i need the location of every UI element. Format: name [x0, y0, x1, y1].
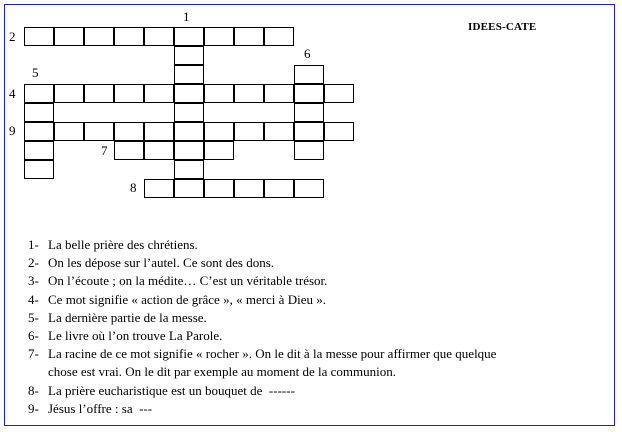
crossword-cell[interactable]	[294, 141, 324, 160]
crossword-cell[interactable]	[84, 122, 114, 141]
crossword-cell[interactable]	[174, 103, 204, 122]
clue-item	[28, 345, 613, 381]
grid-number-1: 1	[183, 9, 190, 24]
clue-number: 8-	[28, 382, 39, 398]
crossword-cell[interactable]	[204, 141, 234, 160]
grid-number-4: 4	[9, 86, 16, 101]
grid-number-8: 8	[130, 180, 137, 195]
grid-number-7: 7	[101, 143, 108, 158]
crossword-cell[interactable]	[174, 141, 204, 160]
crossword-cell[interactable]	[174, 122, 204, 141]
crossword-cell[interactable]	[144, 141, 174, 160]
crossword-cell[interactable]	[294, 103, 324, 122]
crossword-cell[interactable]	[234, 27, 264, 46]
grid-number-2: 2	[9, 29, 16, 44]
clue-text: La prière eucharistique est un bouquet de ------	[48, 382, 295, 398]
clue-number: 1-	[28, 237, 39, 252]
crossword-cell[interactable]	[174, 160, 204, 179]
crossword-cell[interactable]	[144, 27, 174, 46]
crossword-cell[interactable]	[24, 84, 54, 103]
crossword-cell[interactable]	[264, 179, 294, 198]
grid-number-6: 6	[304, 46, 311, 61]
crossword-cell[interactable]	[264, 27, 294, 46]
clue-item	[28, 291, 613, 309]
crossword-cell[interactable]	[54, 122, 84, 141]
crossword-cell[interactable]	[24, 27, 54, 46]
grid-number-5: 5	[32, 65, 39, 80]
crossword-cell[interactable]	[234, 84, 264, 103]
crossword-cell[interactable]	[174, 65, 204, 84]
clue-text: Le livre où l’on trouve La Parole.	[48, 328, 223, 344]
crossword-cell[interactable]	[234, 179, 264, 198]
crossword-cell[interactable]	[174, 46, 204, 65]
crossword-cell[interactable]	[114, 27, 144, 46]
clue-text: La racine de ce mot signifie « rocher ». On le dit à la messe pour affirmer que quelque chose est vrai. On le dit par exemple au moment de la communion.	[48, 346, 497, 380]
crossword-cell[interactable]	[294, 179, 324, 198]
clue-list	[28, 236, 613, 418]
clue-item	[28, 254, 613, 272]
crossword-cell[interactable]	[204, 27, 234, 46]
crossword-cell[interactable]	[84, 27, 114, 46]
crossword-cell[interactable]	[264, 84, 294, 103]
clue-text: La dernière partie de la messe.	[48, 309, 207, 325]
crossword-cell[interactable]	[324, 84, 354, 103]
grid-number-9: 9	[9, 123, 16, 138]
clue-number: 5-	[28, 309, 39, 325]
clue-item	[28, 400, 613, 418]
crossword-cell[interactable]	[204, 84, 234, 103]
clue-text: La belle prière des chrétiens.	[48, 237, 198, 252]
crossword-cell[interactable]	[24, 103, 54, 122]
clue-number: 7-	[28, 346, 39, 362]
crossword-cell[interactable]	[174, 27, 204, 46]
clue-text: Ce mot signifie « action de grâce », « merci à Dieu ».	[48, 291, 326, 307]
crossword-cell[interactable]	[114, 84, 144, 103]
page-title: IDEES-CATE	[468, 21, 537, 33]
crossword-cell[interactable]	[294, 84, 324, 103]
crossword-cell[interactable]	[24, 141, 54, 160]
clue-number: 4-	[28, 291, 39, 307]
clue-item	[28, 272, 613, 290]
crossword-cell[interactable]	[114, 122, 144, 141]
crossword-cell[interactable]	[144, 179, 174, 198]
crossword-cell[interactable]	[204, 122, 234, 141]
clue-number: 2-	[28, 255, 39, 271]
clue-item	[28, 309, 613, 327]
clue-number: 6-	[28, 328, 39, 344]
crossword-cell[interactable]	[264, 122, 294, 141]
clue-text: On l’écoute ; on la médite… C’est un véritable trésor.	[48, 273, 328, 289]
clue-number: 3-	[28, 273, 39, 289]
clue-text: Jésus l’offre : sa ---	[48, 400, 153, 416]
crossword-cell[interactable]	[114, 141, 144, 160]
crossword-cell[interactable]	[174, 179, 204, 198]
crossword-cell[interactable]	[84, 84, 114, 103]
crossword-cell[interactable]	[234, 122, 264, 141]
clue-item	[28, 236, 613, 254]
crossword-cell[interactable]	[24, 160, 54, 179]
crossword-cell[interactable]	[294, 122, 324, 141]
clue-item	[28, 327, 613, 345]
crossword-cell[interactable]	[144, 122, 174, 141]
crossword-cell[interactable]	[174, 84, 204, 103]
crossword-cell[interactable]	[54, 84, 84, 103]
crossword-cell[interactable]	[144, 84, 174, 103]
crossword-cell[interactable]	[324, 122, 354, 141]
clue-item	[28, 382, 613, 400]
crossword-cell[interactable]	[54, 27, 84, 46]
crossword-cell[interactable]	[294, 65, 324, 84]
clue-text: On les dépose sur l’autel. Ce sont des dons.	[48, 255, 275, 271]
clue-number: 9-	[28, 400, 39, 416]
crossword-cell[interactable]	[24, 122, 54, 141]
crossword-cell[interactable]	[204, 179, 234, 198]
